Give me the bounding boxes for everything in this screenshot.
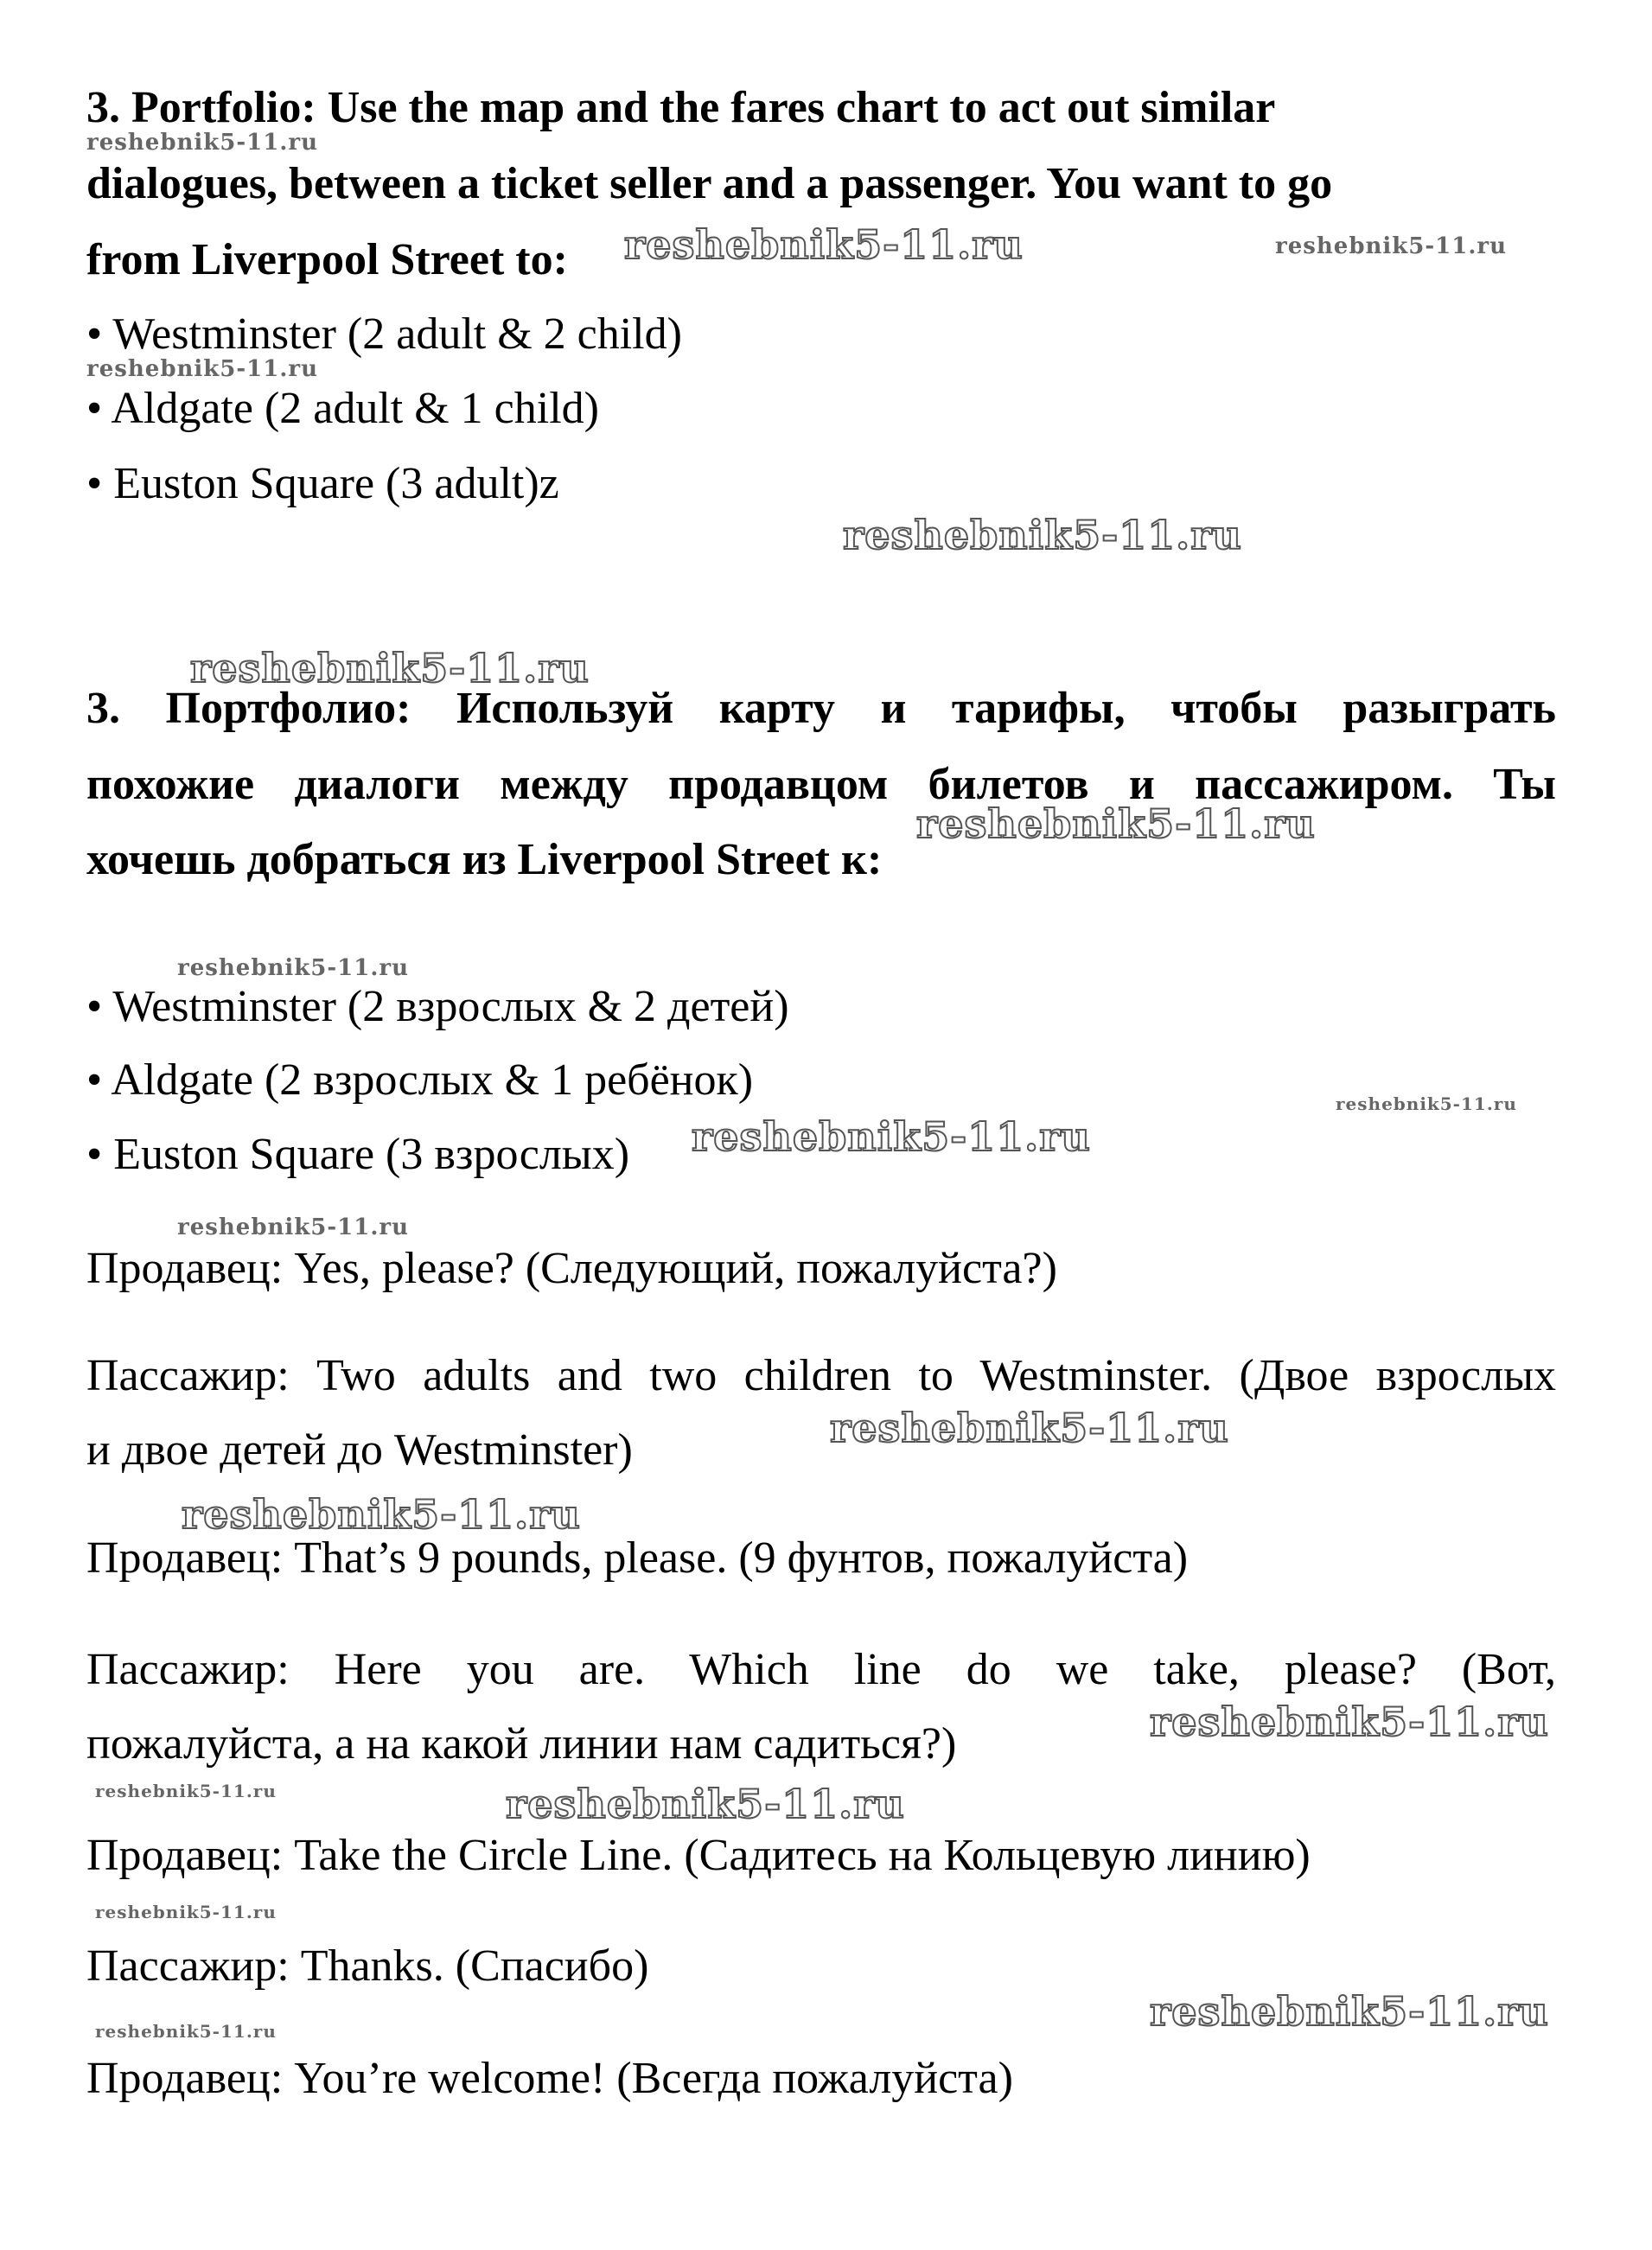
watermark: reshebnik5-11.ru: [1150, 1699, 1549, 1745]
dialogue-passenger-line-2-cont: пожалуйста, а на какой линии нам садиться?): [86, 1719, 957, 1769]
watermark: reshebnik5-11.ru: [624, 221, 1024, 268]
english-item-aldgate: • Aldgate (2 adult & 1 child): [86, 384, 599, 433]
russian-item-westminster: • Westminster (2 взрослых & 2 детей): [86, 982, 789, 1031]
english-heading-line-1: 3. Portfolio: Use the map and the fares chart to act out similar: [86, 83, 1276, 132]
watermark: reshebnik5-11.ru: [692, 1113, 1091, 1160]
dialogue-seller-line-2: Продавец: That’s 9 pounds, please. (9 фунтов, пожалуйста): [86, 1533, 1189, 1583]
russian-heading-line-1: 3. Портфолио: Используй карту и тарифы, чтобы разыграть: [86, 684, 1556, 733]
watermark: reshebnik5-11.ru: [1275, 233, 1508, 259]
russian-item-euston-square: • Euston Square (3 взрослых): [86, 1130, 630, 1179]
russian-item-aldgate: • Aldgate (2 взрослых & 1 ребёнок): [86, 1055, 754, 1105]
dialogue-passenger-line-3: Пассажир: Thanks. (Спасибо): [86, 1941, 649, 1991]
watermark: reshebnik5-11.ru: [95, 2021, 277, 2042]
english-heading-line-2: dialogues, between a ticket seller and a passenger. You want to go: [86, 159, 1333, 208]
watermark: reshebnik5-11.ru: [830, 1405, 1229, 1451]
dialogue-passenger-line-1: Пассажир: Two adults and two children to Westminster. (Двое взрослых: [86, 1351, 1556, 1400]
watermark: reshebnik5-11.ru: [182, 1491, 581, 1538]
watermark: reshebnik5-11.ru: [86, 356, 319, 382]
watermark: reshebnik5-11.ru: [1150, 1988, 1549, 2035]
dialogue-seller-line-3: Продавец: Take the Circle Line. (Садитесь на Кольцевую линию): [86, 1831, 1311, 1880]
watermark: reshebnik5-11.ru: [86, 130, 319, 156]
russian-heading-line-3: хочешь добраться из Liverpool Street к:: [86, 835, 883, 884]
dialogue-seller-line-1: Продавец: Yes, please? (Следующий, пожалуйста?): [86, 1244, 1057, 1293]
dialogue-passenger-line-2: Пассажир: Here you are. Which line do we take, please? (Вот,: [86, 1645, 1556, 1694]
dialogue-seller-line-4: Продавец: You’re welcome! (Всегда пожалуйста): [86, 2054, 1013, 2103]
english-item-westminster: • Westminster (2 adult & 2 child): [86, 309, 682, 359]
dialogue-passenger-line-1-cont: и двое детей до Westminster): [86, 1425, 633, 1475]
watermark: reshebnik5-11.ru: [95, 1781, 277, 1801]
watermark: reshebnik5-11.ru: [177, 955, 410, 981]
watermark: reshebnik5-11.ru: [1336, 1093, 1517, 1114]
watermark: reshebnik5-11.ru: [190, 645, 590, 692]
watermark: reshebnik5-11.ru: [177, 1214, 410, 1240]
watermark: reshebnik5-11.ru: [506, 1781, 905, 1827]
english-item-euston-square: • Euston Square (3 adult)z: [86, 459, 559, 508]
watermark: reshebnik5-11.ru: [843, 512, 1242, 558]
russian-heading-line-2: похожие диалоги между продавцом билетов и пассажиром. Ты: [86, 760, 1556, 809]
english-heading-line-3: from Liverpool Street to:: [86, 235, 568, 284]
watermark: reshebnik5-11.ru: [95, 1902, 277, 1922]
watermark: reshebnik5-11.ru: [916, 800, 1316, 847]
